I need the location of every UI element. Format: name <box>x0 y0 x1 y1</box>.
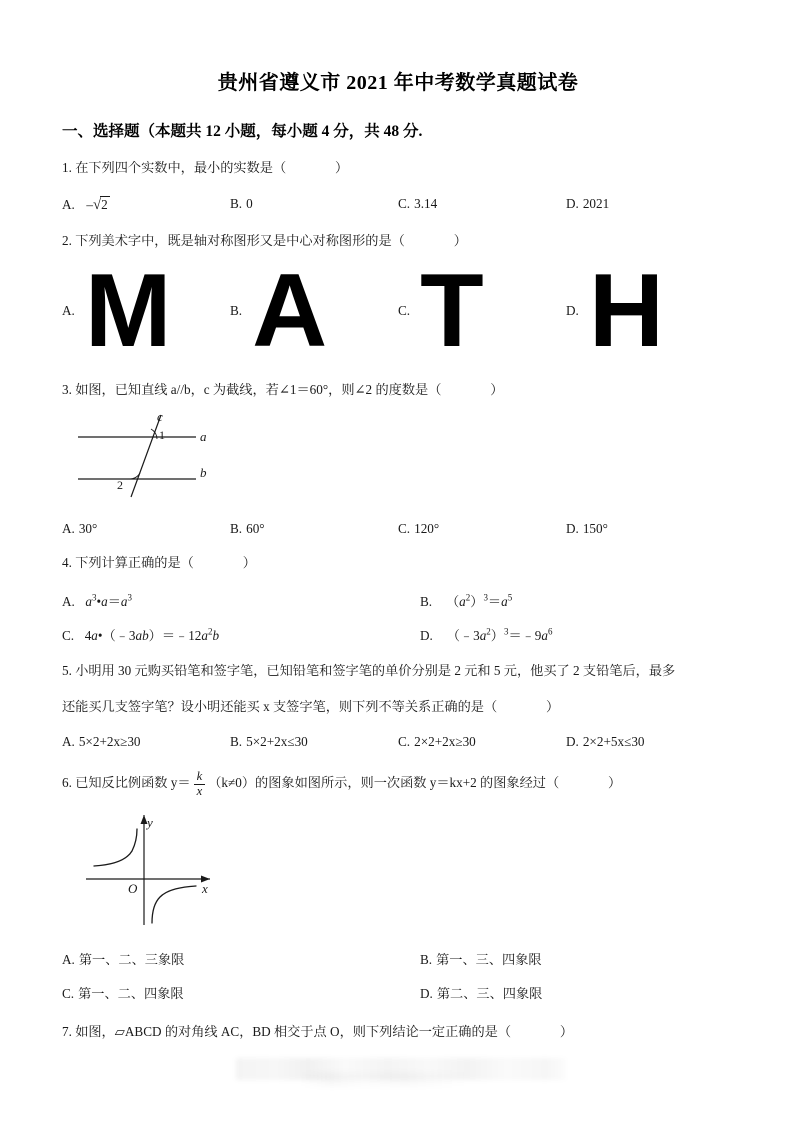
option-5-b-label: B. <box>230 734 243 750</box>
option-5-d[interactable] <box>566 734 734 750</box>
question-6-options-row-2 <box>62 983 734 1002</box>
hyperbola-svg <box>82 807 234 929</box>
option-3-a[interactable] <box>62 521 230 537</box>
question-4-options-row-2 <box>62 625 734 644</box>
redacted-watermark-band-secondary <box>300 1072 470 1086</box>
option-1-d-label: D. <box>566 195 579 211</box>
option-5-a-value: 5×2+2x≥30 <box>78 734 141 750</box>
question-4-options-row-1 <box>62 591 734 610</box>
question-5-options <box>62 734 734 750</box>
label-angle-2: 2 <box>117 478 123 493</box>
question-5-stem-line-2 <box>62 694 734 720</box>
option-5-c[interactable] <box>398 734 566 750</box>
parallel-lines-svg <box>76 409 226 501</box>
question-1-stem-close: ） <box>335 160 349 175</box>
option-2-c-label: C. <box>398 303 411 319</box>
question-3-stem-text: 3. 如图，已知直线 a//b，c 为截线，若∠1＝60°，则∠2 的度数是（ <box>62 382 442 398</box>
option-3-b-value: 60° <box>246 521 265 537</box>
option-2-d[interactable] <box>566 253 734 370</box>
option-1-d-value: 2021 <box>582 195 610 211</box>
option-3-c[interactable] <box>398 521 566 537</box>
question-7-stem-close: ） <box>559 1023 574 1039</box>
answer-blank-2 <box>405 233 454 248</box>
option-2-c[interactable] <box>398 253 566 370</box>
question-7-stem-text: 7. 如图，▱ABCD 的对角线 AC，BD 相交于点 O，则下列结论一定正确的是（ <box>62 1023 512 1039</box>
option-2-a-label: A. <box>62 303 75 319</box>
option-5-a-label: A. <box>62 734 75 750</box>
option-4-b-value: $(a^2)^3=a^5$ <box>445 592 513 609</box>
option-4-d[interactable] <box>398 625 756 644</box>
question-3-stem <box>62 377 734 403</box>
option-3-c-label: C. <box>398 521 411 537</box>
option-5-c-label: C. <box>398 734 411 750</box>
option-1-a-value <box>85 196 109 214</box>
page-content <box>62 0 734 1044</box>
fraction-k-over-x <box>194 770 206 798</box>
question-2-stem-text: 2. 下列美术字中，既是轴对称图形又是中心对称图形的是（ <box>62 232 405 248</box>
art-letter-a: A <box>252 253 327 370</box>
answer-blank-5 <box>497 699 546 714</box>
art-letter-m: M <box>84 253 171 370</box>
option-5-c-value: 2×2+2x≥30 <box>414 734 476 750</box>
section-heading: 一、选择题（本题共 12 小题，每小题 4 分，共 48 分. <box>62 123 423 140</box>
question-6-stem-mid: （k≠0）的图象如图所示，则一次函数 y＝kx+2 的图象经过（ <box>208 775 560 791</box>
option-6-d[interactable] <box>398 983 756 1002</box>
option-4-c-value: $4a•(﹣3ab)=﹣12a^2b$ <box>84 626 220 643</box>
option-4-c[interactable] <box>62 625 398 644</box>
option-3-d-label: D. <box>566 521 579 537</box>
option-2-a[interactable] <box>62 253 230 370</box>
option-3-a-value: 30° <box>78 521 98 537</box>
option-4-c-label: C. <box>62 627 75 643</box>
option-4-a-label: A. <box>62 593 75 609</box>
hyperbola-branch-quadrant-4 <box>152 886 196 923</box>
option-3-c-value: 120° <box>414 521 440 537</box>
option-5-d-label: D. <box>566 734 579 750</box>
option-4-b[interactable] <box>398 591 756 610</box>
art-letter-t: T <box>420 253 483 370</box>
question-4-stem <box>62 550 734 576</box>
option-1-c-value: 3.14 <box>414 195 438 211</box>
option-4-b-label: B. <box>420 593 433 609</box>
question-3-options <box>62 521 734 537</box>
option-6-a[interactable] <box>62 949 398 968</box>
question-5-stem-line-1: 5. 小明用 30 元购买铅笔和签字笔，已知铅笔和签字笔的单价分别是 2 元和 5 元，他买了 2 支铅笔后，最多 <box>62 662 676 678</box>
question-2-options <box>62 253 734 370</box>
option-4-d-label: D. <box>420 627 433 643</box>
question-6-stem-close: ） <box>608 775 622 791</box>
question-4-stem-close: ） <box>242 555 256 571</box>
question-6-stem <box>62 770 734 798</box>
option-6-a-label: A. <box>62 951 75 967</box>
option-6-b-label: B. <box>420 951 433 967</box>
option-1-a-label: A. <box>62 196 75 212</box>
label-line-c: c <box>157 409 163 425</box>
option-6-d-label: D. <box>420 985 433 1001</box>
label-line-a: a <box>200 429 207 445</box>
label-x-axis: x <box>202 880 208 896</box>
hyperbola-branch-quadrant-2 <box>94 829 137 866</box>
answer-blank-1 <box>286 160 335 175</box>
label-y-axis: y <box>147 814 153 830</box>
radicand: 2 <box>101 196 108 212</box>
question-1-stem-text: 1. 在下列四个实数中，最小的实数是（ <box>62 160 287 175</box>
option-4-a-value: $a^3•a=a^3$ <box>85 592 132 609</box>
label-origin: O <box>128 880 138 896</box>
option-4-a[interactable] <box>62 591 398 610</box>
label-line-b: b <box>200 465 207 481</box>
option-3-d[interactable] <box>566 521 734 537</box>
option-1-d[interactable] <box>566 196 734 214</box>
fraction-numerator: k <box>196 768 203 783</box>
question-6-options-row-1 <box>62 949 734 968</box>
question-3-stem-close: ） <box>490 382 504 398</box>
option-6-c-value: 第一、二、四象限 <box>78 985 184 1001</box>
option-5-b[interactable] <box>230 734 398 750</box>
option-6-b-value: 第一、三、四象限 <box>436 951 542 967</box>
question-6-stem-pre: 6. 已知反比例函数 y＝ <box>62 775 191 791</box>
question-5-stem-text: 还能买几支签字笔？设小明还能买 x 支签字笔，则下列不等关系正确的是（ <box>62 698 498 714</box>
answer-blank-7 <box>511 1024 560 1039</box>
option-1-b-label: B. <box>230 195 243 211</box>
option-4-d-value: $(﹣3a^2)^3=﹣9a^6$ <box>446 626 553 643</box>
option-1-b-value: 0 <box>246 195 253 211</box>
question-4-stem-text: 4. 下列计算正确的是（ <box>62 555 194 571</box>
option-1-b[interactable] <box>230 196 398 214</box>
option-5-d-value: 2×2+5x≤30 <box>582 734 645 750</box>
label-angle-1: 1 <box>159 428 165 443</box>
question-5-stem-close: ） <box>546 698 560 714</box>
figure-parallel-lines <box>76 409 734 506</box>
option-2-b-label: B. <box>230 303 243 319</box>
answer-blank-4 <box>194 555 243 570</box>
answer-blank-6 <box>559 776 608 791</box>
line-c-transversal <box>131 415 161 497</box>
page-title: 贵州省遵义市 2021 年中考数学真题试卷 <box>217 72 579 94</box>
question-7-stem <box>62 1019 734 1045</box>
option-6-a-value: 第一、二、三象限 <box>78 951 185 967</box>
option-2-b[interactable] <box>230 253 398 370</box>
minus-sign: – <box>86 196 94 212</box>
question-2-stem-close: ） <box>453 232 467 248</box>
option-1-c-label: C. <box>398 195 411 211</box>
option-5-a[interactable] <box>62 734 230 750</box>
question-2-stem <box>62 228 734 254</box>
option-5-b-value: 5×2+2x≤30 <box>246 734 308 750</box>
option-6-c-label: C. <box>62 985 75 1001</box>
radical-icon: √ <box>93 196 102 213</box>
redacted-watermark-band <box>236 1058 566 1080</box>
option-3-b-label: B. <box>230 521 243 537</box>
option-6-b[interactable] <box>398 949 756 968</box>
art-letter-h: H <box>588 253 663 370</box>
question-1-options <box>62 196 734 214</box>
option-3-a-label: A. <box>62 521 75 537</box>
option-1-a[interactable] <box>62 196 230 214</box>
answer-blank-3 <box>441 382 490 397</box>
option-6-c[interactable] <box>62 983 398 1002</box>
option-1-c[interactable] <box>398 196 566 214</box>
fraction-denominator: x <box>194 784 206 799</box>
question-1-stem <box>62 155 734 181</box>
figure-hyperbola <box>82 807 734 934</box>
option-3-d-value: 150° <box>582 521 608 537</box>
option-6-d-value: 第二、三、四象限 <box>436 985 543 1001</box>
option-2-d-label: D. <box>566 303 579 319</box>
option-3-b[interactable] <box>230 521 398 537</box>
